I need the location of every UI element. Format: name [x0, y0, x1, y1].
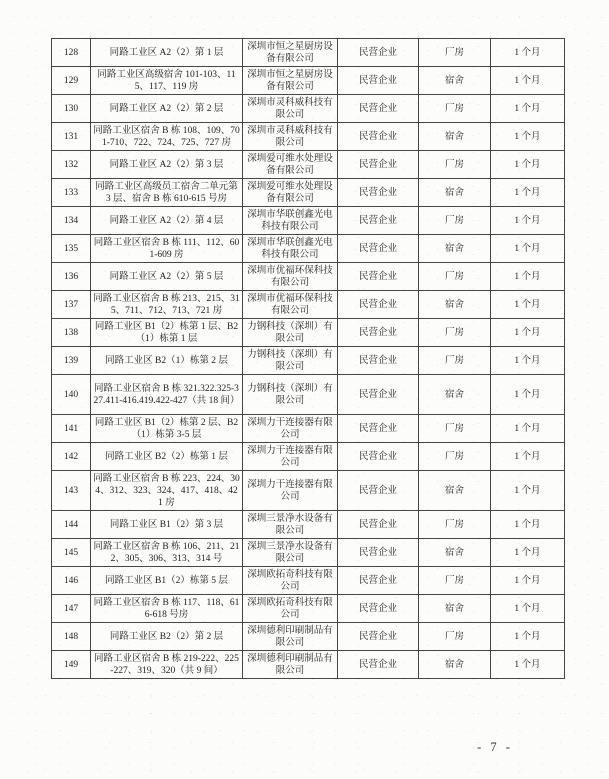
duration-cell: 1 个月 — [491, 651, 565, 679]
company-cell: 深圳三景净水设备有限公司 — [243, 539, 338, 567]
table-row — [52, 415, 565, 443]
location-cell: 同路工业区宿舍 B 栋 219-222、225-227、319、320（共 9 间） — [91, 651, 243, 679]
page-number: - 7 - — [477, 740, 513, 754]
table-row — [52, 539, 565, 567]
row-index-cell: 132 — [52, 151, 91, 179]
company-cell: 深圳市恒之星厨房设备有限公司 — [243, 39, 338, 67]
duration-cell: 1 个月 — [491, 443, 565, 471]
building-type-cell: 厂房 — [419, 623, 491, 651]
enterprise-type-cell: 民营企业 — [338, 347, 419, 375]
duration-cell: 1 个月 — [491, 67, 565, 95]
table-row — [52, 123, 565, 151]
row-index-cell: 136 — [52, 263, 91, 291]
row-index-cell: 144 — [52, 511, 91, 539]
enterprise-type-cell: 民营企业 — [338, 415, 419, 443]
building-type-cell: 宿舍 — [419, 235, 491, 263]
table-row — [52, 375, 565, 415]
location-cell: 同路工业区 B2（1）栋第 2 层 — [91, 347, 243, 375]
table-row — [52, 595, 565, 623]
row-index-cell: 138 — [52, 319, 91, 347]
duration-cell: 1 个月 — [491, 511, 565, 539]
table-row — [52, 511, 565, 539]
duration-cell: 1 个月 — [491, 567, 565, 595]
row-index-cell: 146 — [52, 567, 91, 595]
company-cell: 深圳市优福环保科技有限公司 — [243, 291, 338, 319]
row-index-cell: 128 — [52, 39, 91, 67]
duration-cell: 1 个月 — [491, 151, 565, 179]
building-type-cell: 宿舍 — [419, 67, 491, 95]
table-row — [52, 567, 565, 595]
row-index-cell: 141 — [52, 415, 91, 443]
enterprise-type-cell: 民营企业 — [338, 291, 419, 319]
company-cell: 深圳市灵科威科技有限公司 — [243, 123, 338, 151]
row-index-cell: 134 — [52, 207, 91, 235]
table-row — [52, 235, 565, 263]
company-cell: 深圳市华联创鑫光电科技有限公司 — [243, 235, 338, 263]
location-cell: 同路工业区高级宿舍 101-103、115、117、119 房 — [91, 67, 243, 95]
enterprise-type-cell: 民营企业 — [338, 567, 419, 595]
duration-cell: 1 个月 — [491, 179, 565, 207]
location-cell: 同路工业区 B1（2）栋第 5 层 — [91, 567, 243, 595]
company-cell: 深圳力干连接器有限公司 — [243, 415, 338, 443]
building-type-cell: 宿舍 — [419, 291, 491, 319]
building-type-cell: 宿舍 — [419, 179, 491, 207]
building-type-cell: 宿舍 — [419, 651, 491, 679]
building-type-cell: 厂房 — [419, 39, 491, 67]
building-type-cell: 厂房 — [419, 567, 491, 595]
row-index-cell: 140 — [52, 375, 91, 415]
company-cell: 力钢科技（深圳）有限公司 — [243, 319, 338, 347]
building-type-cell: 厂房 — [419, 347, 491, 375]
table-row — [52, 67, 565, 95]
duration-cell: 1 个月 — [491, 415, 565, 443]
company-cell: 深圳欧拓奇科技有限公司 — [243, 567, 338, 595]
duration-cell: 1 个月 — [491, 347, 565, 375]
building-type-cell: 厂房 — [419, 263, 491, 291]
enterprise-type-cell: 民营企业 — [338, 539, 419, 567]
building-type-cell: 宿舍 — [419, 539, 491, 567]
table-row — [52, 471, 565, 511]
enterprise-type-cell: 民营企业 — [338, 151, 419, 179]
enterprise-type-cell: 民营企业 — [338, 443, 419, 471]
duration-cell: 1 个月 — [491, 471, 565, 511]
enterprise-type-cell: 民营企业 — [338, 39, 419, 67]
company-cell: 深圳市优福环保科技有限公司 — [243, 263, 338, 291]
location-cell: 同路工业区 B2（2）第 2 层 — [91, 623, 243, 651]
building-type-cell: 宿舍 — [419, 471, 491, 511]
row-index-cell: 149 — [52, 651, 91, 679]
location-cell: 同路工业区宿舍 B 栋 213、215、315、711、712、713、721 房 — [91, 291, 243, 319]
enterprise-type-cell: 民营企业 — [338, 207, 419, 235]
company-cell: 深圳三景净水设备有限公司 — [243, 511, 338, 539]
company-cell: 深圳德利印刷制品有限公司 — [243, 651, 338, 679]
table-row — [52, 39, 565, 67]
premises-lease-table — [51, 38, 565, 679]
duration-cell: 1 个月 — [491, 595, 565, 623]
enterprise-type-cell: 民营企业 — [338, 263, 419, 291]
location-cell: 同路工业区 A2（2）第 3 层 — [91, 151, 243, 179]
duration-cell: 1 个月 — [491, 235, 565, 263]
duration-cell: 1 个月 — [491, 95, 565, 123]
location-cell: 同路工业区高级员工宿舍二单元第 3 层、宿舍 B 栋 610-615 号房 — [91, 179, 243, 207]
building-type-cell: 厂房 — [419, 207, 491, 235]
enterprise-type-cell: 民营企业 — [338, 651, 419, 679]
row-index-cell: 133 — [52, 179, 91, 207]
row-index-cell: 147 — [52, 595, 91, 623]
table-row — [52, 179, 565, 207]
enterprise-type-cell: 民营企业 — [338, 511, 419, 539]
enterprise-type-cell: 民营企业 — [338, 471, 419, 511]
enterprise-type-cell: 民营企业 — [338, 595, 419, 623]
row-index-cell: 145 — [52, 539, 91, 567]
company-cell: 深圳力干连接器有限公司 — [243, 443, 338, 471]
company-cell: 深圳德利印刷制品有限公司 — [243, 623, 338, 651]
company-cell: 深圳力干连接器有限公司 — [243, 471, 338, 511]
location-cell: 同路工业区 A2（2）第 4 层 — [91, 207, 243, 235]
enterprise-type-cell: 民营企业 — [338, 235, 419, 263]
row-index-cell: 142 — [52, 443, 91, 471]
duration-cell: 1 个月 — [491, 207, 565, 235]
building-type-cell: 厂房 — [419, 319, 491, 347]
location-cell: 同路工业区 A2（2）第 5 层 — [91, 263, 243, 291]
table-row — [52, 95, 565, 123]
location-cell: 同路工业区 B1（2）第 3 层 — [91, 511, 243, 539]
building-type-cell: 厂房 — [419, 443, 491, 471]
enterprise-type-cell: 民营企业 — [338, 623, 419, 651]
location-cell: 同路工业区宿舍 B 栋 108、109、701-710、722、724、725、727 房 — [91, 123, 243, 151]
row-index-cell: 129 — [52, 67, 91, 95]
company-cell: 深圳爱可维水处理设备有限公司 — [243, 151, 338, 179]
building-type-cell: 宿舍 — [419, 123, 491, 151]
building-type-cell: 宿舍 — [419, 595, 491, 623]
table-row — [52, 623, 565, 651]
company-cell: 深圳市恒之星厨房设备有限公司 — [243, 67, 338, 95]
company-cell: 深圳市华联创鑫光电科技有限公司 — [243, 207, 338, 235]
location-cell: 同路工业区 A2（2）第 2 层 — [91, 95, 243, 123]
row-index-cell: 137 — [52, 291, 91, 319]
location-cell: 同路工业区宿舍 B 栋 111、112、601-609 房 — [91, 235, 243, 263]
location-cell: 同路工业区 B2（2）栋第 1 层 — [91, 443, 243, 471]
duration-cell: 1 个月 — [491, 39, 565, 67]
location-cell: 同路工业区 B1（2）栋第 2 层、B2（1）栋第 3-5 层 — [91, 415, 243, 443]
company-cell: 深圳爱可维水处理设备有限公司 — [243, 179, 338, 207]
enterprise-type-cell: 民营企业 — [338, 123, 419, 151]
table-row — [52, 263, 565, 291]
location-cell: 同路工业区 A2（2）第 1 层 — [91, 39, 243, 67]
row-index-cell: 131 — [52, 123, 91, 151]
duration-cell: 1 个月 — [491, 123, 565, 151]
row-index-cell: 143 — [52, 471, 91, 511]
location-cell: 同路工业区宿舍 B 栋 117、118、616-618 号房 — [91, 595, 243, 623]
duration-cell: 1 个月 — [491, 291, 565, 319]
table-row — [52, 291, 565, 319]
location-cell: 同路工业区宿舍 B 栋 223、224、304、312、323、324、417、418、421 房 — [91, 471, 243, 511]
table-row — [52, 207, 565, 235]
building-type-cell: 厂房 — [419, 415, 491, 443]
building-type-cell: 厂房 — [419, 511, 491, 539]
duration-cell: 1 个月 — [491, 375, 565, 415]
duration-cell: 1 个月 — [491, 319, 565, 347]
table-row — [52, 347, 565, 375]
building-type-cell: 厂房 — [419, 95, 491, 123]
table-row — [52, 319, 565, 347]
table-body — [52, 39, 565, 679]
building-type-cell: 宿舍 — [419, 375, 491, 415]
table-row — [52, 443, 565, 471]
building-type-cell: 厂房 — [419, 151, 491, 179]
enterprise-type-cell: 民营企业 — [338, 375, 419, 415]
company-cell: 力钢科技（深圳）有限公司 — [243, 375, 338, 415]
row-index-cell: 148 — [52, 623, 91, 651]
company-cell: 力钢科技（深圳）有限公司 — [243, 347, 338, 375]
enterprise-type-cell: 民营企业 — [338, 95, 419, 123]
location-cell: 同路工业区宿舍 B 栋 321.322.325-327.411-416.419.422-427（共 18 间） — [91, 375, 243, 415]
duration-cell: 1 个月 — [491, 623, 565, 651]
company-cell: 深圳欧拓奇科技有限公司 — [243, 595, 338, 623]
company-cell: 深圳市灵科威科技有限公司 — [243, 95, 338, 123]
table-row — [52, 651, 565, 679]
row-index-cell: 130 — [52, 95, 91, 123]
enterprise-type-cell: 民营企业 — [338, 179, 419, 207]
location-cell: 同路工业区宿舍 B 栋 106、211、212、305、306、313、314 号 — [91, 539, 243, 567]
enterprise-type-cell: 民营企业 — [338, 319, 419, 347]
duration-cell: 1 个月 — [491, 263, 565, 291]
table-row — [52, 151, 565, 179]
row-index-cell: 139 — [52, 347, 91, 375]
duration-cell: 1 个月 — [491, 539, 565, 567]
enterprise-type-cell: 民营企业 — [338, 67, 419, 95]
location-cell: 同路工业区 B1（2）栋第 1 层、B2（1）栋第 1 层 — [91, 319, 243, 347]
row-index-cell: 135 — [52, 235, 91, 263]
